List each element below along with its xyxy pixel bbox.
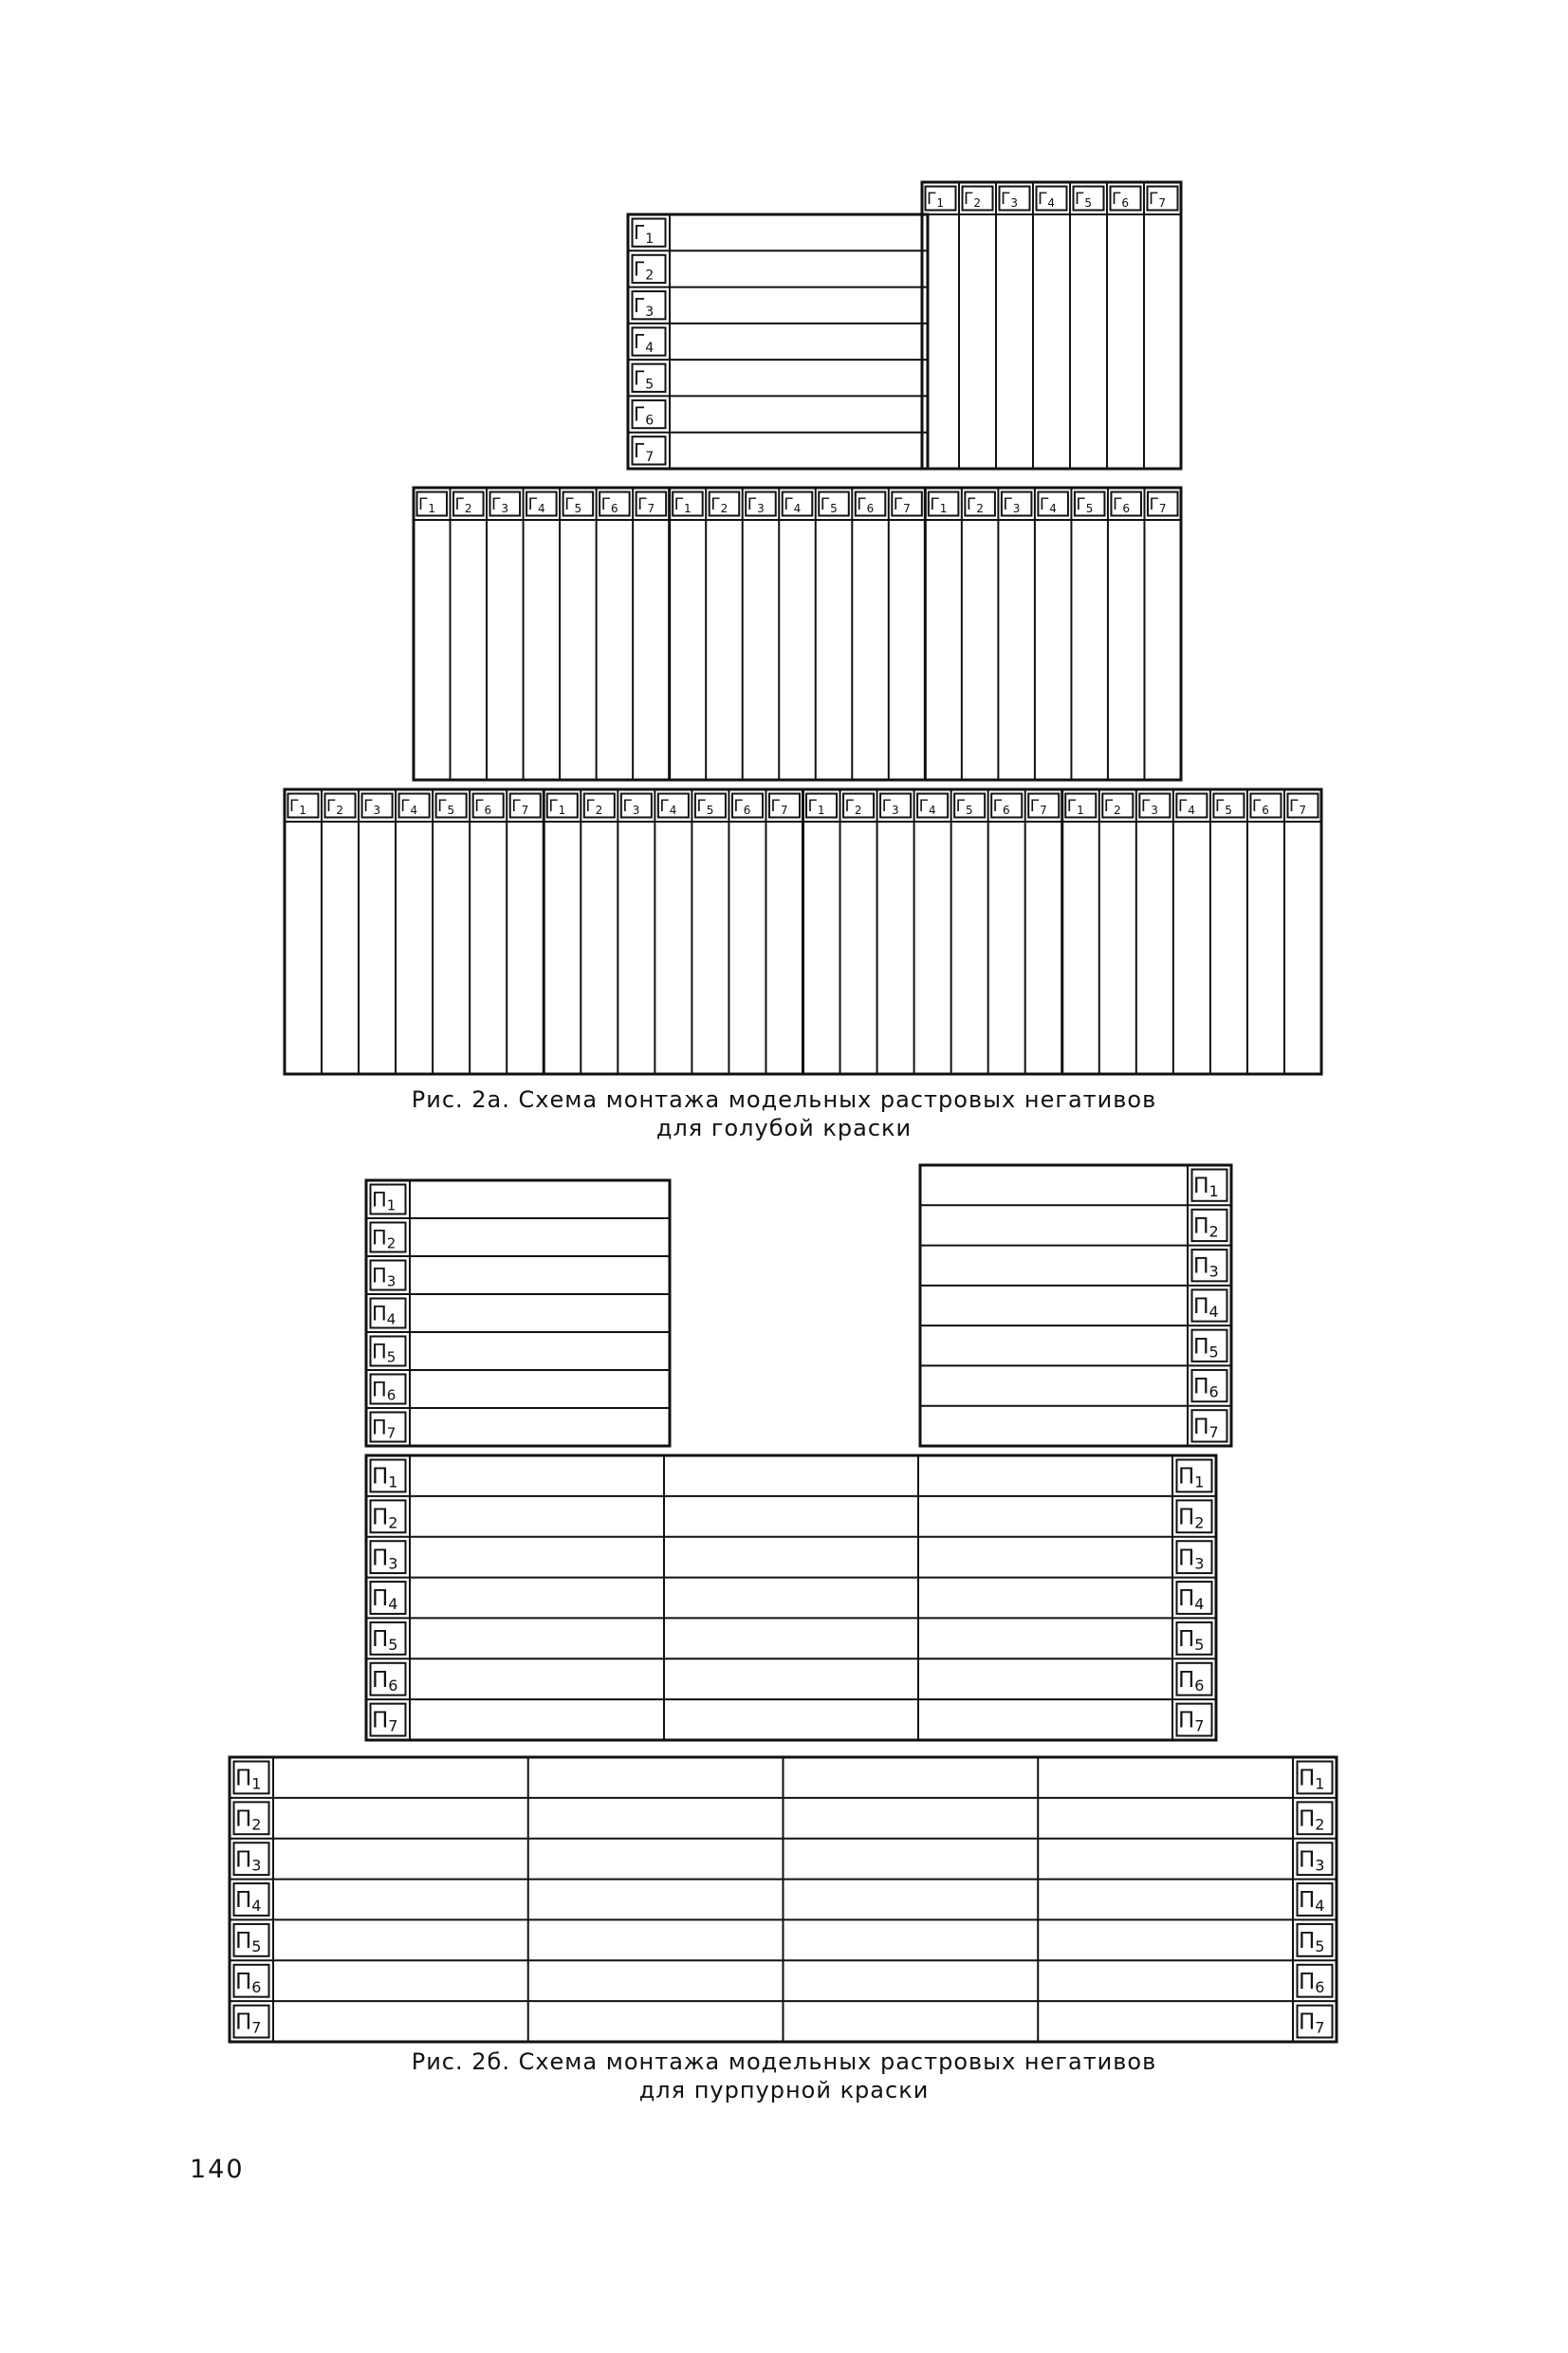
fig-a-middle-label: Г7 (893, 495, 911, 516)
fig-a-left-label: $Г_2$ (634, 257, 655, 284)
fig-a-middle-label: Г6 (600, 495, 618, 516)
fig-a-bottom-label: Г6 (733, 797, 751, 818)
fig-b-top-right-block-right-label: П1 (1193, 1175, 1219, 1201)
fig-a-bottom-label: Г6 (474, 797, 492, 818)
fig-b-middle-block-right-label: П5 (1178, 1626, 1205, 1654)
fig-a-middle-label: Г1 (673, 495, 692, 516)
fig-a-middle-label: Г7 (1149, 495, 1167, 516)
fig-b-top-right-block-right-label: П4 (1193, 1294, 1219, 1321)
fig-a-top-block (922, 182, 1181, 469)
fig-b-top-left-block-left-label: П2 (372, 1226, 397, 1252)
fig-b-top-left-block-left-label: П1 (372, 1188, 397, 1214)
fig-a-bottom-label: Г6 (992, 797, 1010, 818)
fig-b-bottom-block-right-label: П1 (1299, 1766, 1325, 1793)
fig-b-middle-block-left-label: П7 (372, 1708, 398, 1735)
fig-a-bottom-label: Г4 (659, 797, 677, 818)
fig-b-top-left-block-left-label: П4 (372, 1302, 397, 1328)
fig-a-middle-label: Г6 (1112, 495, 1130, 516)
fig-b-bottom-block-right-label: П4 (1299, 1888, 1325, 1916)
fig-b-middle-block-left-label: П2 (372, 1505, 398, 1532)
fig-a-left-block (628, 214, 928, 469)
fig-a-top-label: Г6 (1112, 190, 1130, 211)
fig-a-bottom-label: Г4 (400, 797, 418, 818)
fig-b-bottom-block-left-label: П4 (235, 1888, 262, 1916)
fig-a-left-label: $Г_7$ (634, 438, 655, 465)
fig-a-bottom-label: Г5 (955, 797, 973, 818)
fig-a-left-label: $Г_1$ (634, 221, 655, 248)
fig-b-top-right-block-right-label: П3 (1193, 1254, 1219, 1281)
fig-a-bottom-label: Г5 (696, 797, 714, 818)
fig-a-top-label: Г7 (1149, 190, 1167, 211)
fig-a-bottom-label: Г6 (1251, 797, 1269, 818)
fig-a-middle-label: Г3 (747, 495, 765, 516)
fig-a-bottom-label: Г7 (1288, 797, 1306, 818)
fig-b-middle-block-right-label: П6 (1178, 1667, 1205, 1695)
fig-a-middle-label: Г2 (966, 495, 984, 516)
fig-b-top-left-block-left-label: П5 (372, 1340, 397, 1366)
fig-b-bottom-block-left-label: П3 (235, 1847, 262, 1875)
fig-b-top-left-block-left-label: П6 (372, 1378, 397, 1404)
fig-a-middle-label: Г5 (820, 495, 838, 516)
fig-a-left-label: $Г_3$ (634, 293, 655, 320)
fig-b-middle-block-right-label: П2 (1178, 1505, 1205, 1532)
fig-b-middle-block-left-label: П6 (372, 1667, 398, 1695)
fig-b-top-left-block-left-label: П7 (372, 1416, 397, 1442)
fig-a-top-label: Г4 (1038, 190, 1056, 211)
figure-a-caption-line2: для голубой краски (655, 1115, 913, 1141)
fig-a-middle-label: Г4 (1039, 495, 1057, 516)
fig-b-top-left-block-left-label: П3 (372, 1264, 397, 1290)
fig-a-middle-label: Г7 (637, 495, 655, 516)
fig-b-middle-block-left-label: П5 (372, 1626, 398, 1654)
fig-a-middle-label: Г5 (564, 495, 582, 516)
fig-a-bottom-label: Г7 (1029, 797, 1047, 818)
fig-b-middle-block-left-label: П1 (372, 1464, 398, 1491)
fig-b-middle-block-right-label: П1 (1178, 1464, 1205, 1491)
fig-a-bottom-label: Г1 (1066, 797, 1084, 818)
page-number: 140 (190, 2155, 245, 2184)
figure-b-caption-line2: для пурпурной краски (638, 2077, 930, 2103)
fig-b-top-right-block-right-label: П5 (1193, 1335, 1219, 1362)
fig-b-top-left-block (366, 1180, 670, 1446)
fig-a-bottom-label: Г2 (844, 797, 862, 818)
figure-b-caption-line1: Рис. 2б. Схема монтажа модельных растровых негативов (411, 2048, 1157, 2075)
fig-a-middle-label: Г2 (710, 495, 729, 516)
fig-b-top-right-block (920, 1165, 1231, 1446)
fig-b-middle-block-right-label: П7 (1178, 1708, 1205, 1735)
fig-a-bottom-label: Г4 (918, 797, 936, 818)
fig-a-bottom-label: Г2 (585, 797, 603, 818)
fig-b-top-right-block-right-label: П7 (1193, 1415, 1219, 1441)
fig-a-bottom-label: Г3 (363, 797, 381, 818)
fig-a-middle-label: Г4 (527, 495, 545, 516)
fig-a-middle-label: Г6 (857, 495, 875, 516)
fig-a-bottom-label: Г3 (881, 797, 899, 818)
fig-b-bottom-block-right-label: П2 (1299, 1806, 1325, 1834)
fig-b-bottom-block-right-label: П5 (1299, 1928, 1325, 1955)
fig-a-middle-label: Г3 (491, 495, 509, 516)
fig-a-bottom-label: Г1 (548, 797, 566, 818)
fig-b-middle-block-right-label: П3 (1178, 1546, 1205, 1573)
fig-b-middle-block (366, 1455, 1216, 1740)
fig-b-bottom-block-left-label: П6 (235, 1969, 262, 1996)
fig-a-left-label: $Г_4$ (634, 330, 655, 357)
fig-a-bottom-label: Г2 (1103, 797, 1121, 818)
fig-a-top-label: Г5 (1075, 190, 1093, 211)
fig-a-middle-block (414, 488, 1181, 780)
fig-a-top-label: Г2 (964, 190, 982, 211)
fig-a-bottom-label: Г5 (1214, 797, 1232, 818)
fig-b-bottom-block-left-label: П7 (235, 2010, 262, 2037)
fig-a-bottom-label: Г3 (1140, 797, 1158, 818)
fig-a-middle-label: Г1 (418, 495, 436, 516)
fig-a-bottom-label: Г4 (1177, 797, 1195, 818)
fig-a-bottom-label: Г5 (437, 797, 455, 818)
fig-a-bottom-label: Г7 (511, 797, 529, 818)
fig-b-top-right-block-right-label: П2 (1193, 1214, 1219, 1241)
fig-b-top-right-block-right-label: П6 (1193, 1375, 1219, 1401)
fig-b-bottom-block-right-label: П7 (1299, 2010, 1325, 2037)
fig-a-top-label: Г3 (1001, 190, 1019, 211)
fig-b-middle-block-right-label: П4 (1178, 1586, 1205, 1614)
fig-a-left-label: $Г_6$ (634, 402, 655, 429)
fig-a-bottom-label: Г7 (770, 797, 788, 818)
fig-b-bottom-block-left-label: П5 (235, 1928, 262, 1955)
fig-a-middle-label: Г1 (930, 495, 948, 516)
fig-b-middle-block-left-label: П3 (372, 1546, 398, 1573)
fig-a-bottom-label: Г2 (326, 797, 344, 818)
fig-a-top-label: Г1 (927, 190, 945, 211)
fig-b-bottom-block-left-label: П1 (235, 1766, 262, 1793)
fig-a-bottom-label: Г1 (807, 797, 825, 818)
fig-b-bottom-block-left-label: П2 (235, 1806, 262, 1834)
fig-b-bottom-block-right-label: П6 (1299, 1969, 1325, 1996)
fig-a-middle-label: Г3 (1003, 495, 1021, 516)
fig-b-bottom-block-right-label: П3 (1299, 1847, 1325, 1875)
fig-a-bottom-label: Г1 (289, 797, 307, 818)
fig-a-middle-label: Г5 (1076, 495, 1094, 516)
fig-a-left-label: $Г_5$ (634, 366, 655, 393)
fig-a-middle-label: Г4 (784, 495, 802, 516)
fig-a-bottom-label: Г3 (622, 797, 640, 818)
figure-a-caption-line1: Рис. 2а. Схема монтажа модельных растровых негативов (411, 1086, 1157, 1113)
fig-a-middle-label: Г2 (454, 495, 472, 516)
fig-b-middle-block-left-label: П4 (372, 1586, 398, 1614)
